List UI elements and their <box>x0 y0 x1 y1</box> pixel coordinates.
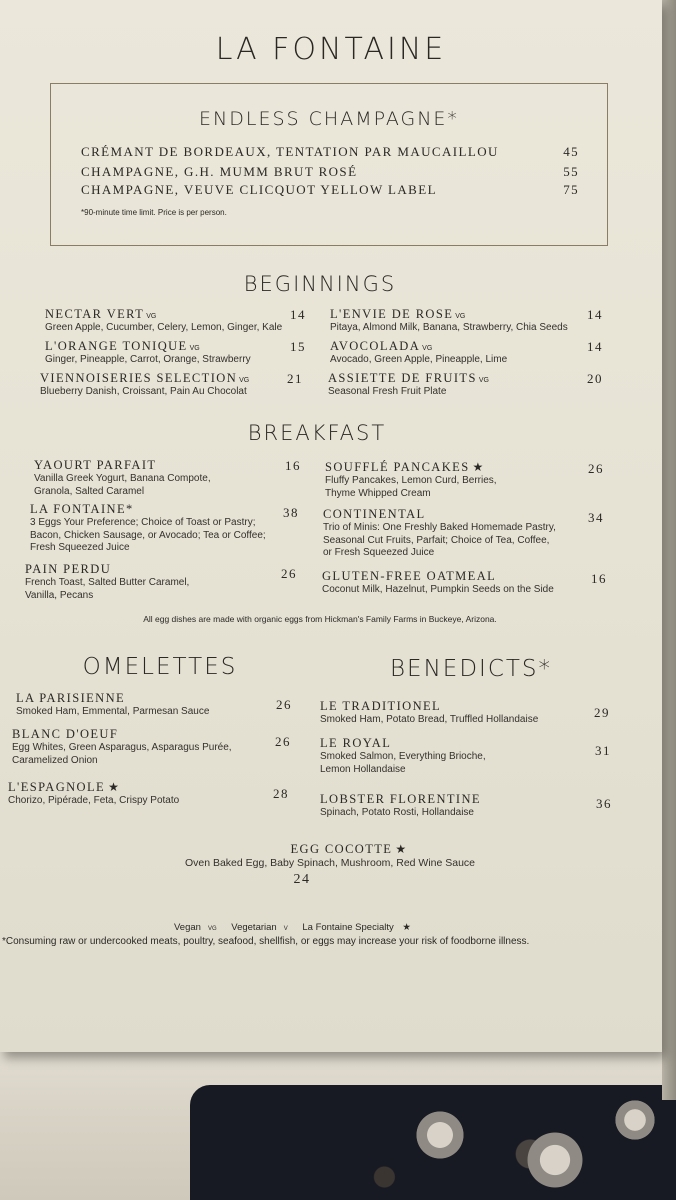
specialty-star-icon: ★ <box>472 460 485 474</box>
menu-item <box>325 460 497 500</box>
item-name: GLUTEN-FREE OATMEAL <box>322 569 497 583</box>
item-name: ASSIETTE DE FRUITS <box>328 371 477 385</box>
menu-item <box>45 339 251 367</box>
item-name: EGG COCOTTE <box>290 842 393 856</box>
item-desc: Vanilla, Pecans <box>25 589 94 601</box>
benedicts-title: BENEDICTS* <box>390 656 553 682</box>
item-price: 20 <box>587 371 603 386</box>
item-price: 16 <box>591 571 607 586</box>
breakfast-title: BREAKFAST <box>247 421 387 445</box>
menu-item <box>16 691 209 719</box>
item-price: 16 <box>285 458 301 473</box>
item-name: L'ESPAGNOLE <box>8 780 106 794</box>
item-price: 75 <box>563 182 579 197</box>
vegan-tag: VG <box>422 345 433 352</box>
item-desc: 3 Eggs Your Preference; Choice of Toast or Pastry; <box>30 517 256 528</box>
item-price: 45 <box>563 144 579 159</box>
item-price: 24 <box>293 871 311 887</box>
item-price: 28 <box>273 786 289 801</box>
menu-item <box>34 458 211 498</box>
item-desc: Bacon, Chicken Sausage, or Avocado; Tea or Coffee; <box>30 529 266 541</box>
egg-note: All egg dishes are made with organic eggs from Hickman's Family Farms in Buckeye, Arizona. <box>143 614 497 624</box>
item-desc: Smoked Ham, Emmental, Parmesan Sauce <box>16 706 210 717</box>
champagne-item <box>81 182 579 198</box>
item-name: CHAMPAGNE, VEUVE CLICQUOT YELLOW LABEL <box>81 182 437 197</box>
menu-item <box>25 562 189 602</box>
menu-item <box>320 736 486 776</box>
item-price: 26 <box>275 734 291 749</box>
item-name: VIENNOISERIES SELECTION <box>40 371 238 385</box>
champagne-item <box>81 144 579 160</box>
item-desc: Seasonal Cut Fruits, Parfait; Choice of Tea, Coffee, <box>323 534 550 546</box>
item-desc: Seasonal Fresh Fruit Plate <box>328 386 447 397</box>
legend-vegetarian: Vegetarian <box>231 922 277 933</box>
champagne-title: ENDLESS CHAMPAGNE* <box>199 108 459 130</box>
flower-pattern <box>410 1105 470 1165</box>
item-name: BLANC D'OEUF <box>12 727 119 741</box>
menu-item <box>328 371 489 399</box>
item-price: 14 <box>587 307 603 322</box>
legend-vegan: Vegan <box>174 922 201 933</box>
item-desc: Avocado, Green Apple, Pineapple, Lime <box>330 354 508 365</box>
item-desc: Coconut Milk, Hazelnut, Pumpkin Seeds on the Side <box>322 584 554 595</box>
dark-napkin <box>190 1085 676 1200</box>
item-price: 15 <box>290 339 306 354</box>
item-price: 21 <box>287 371 303 386</box>
item-price: 38 <box>283 505 299 520</box>
item-name: LA PARISIENNE <box>16 691 126 705</box>
beginnings-title: BEGINNINGS <box>243 272 397 296</box>
item-desc: Thyme Whipped Cream <box>325 487 431 499</box>
item-price: 29 <box>594 705 610 720</box>
champagne-box <box>50 83 608 246</box>
vegetarian-tag: V <box>283 926 288 932</box>
item-price: 31 <box>595 743 611 758</box>
item-price: 36 <box>596 796 612 811</box>
item-name: NECTAR VERT <box>45 307 145 321</box>
menu-item <box>330 307 568 335</box>
specialty-star-icon: ★ <box>395 842 408 856</box>
item-price: 14 <box>587 339 603 354</box>
item-desc: Oven Baked Egg, Baby Spinach, Mushroom, Red Wine Sauce <box>184 857 476 869</box>
item-name: LA FONTAINE* <box>30 502 134 516</box>
omelettes-title: OMELETTES <box>82 654 238 680</box>
item-name: AVOCOLADA <box>330 339 421 353</box>
disclaimer: *Consuming raw or undercooked meats, poultry, seafood, shellfish, or eggs may increase your risk of foodborne illness. <box>2 936 530 947</box>
specialty-star-icon: ★ <box>402 922 411 933</box>
specialty-star-icon: ★ <box>108 780 121 794</box>
item-desc: Granola, Salted Caramel <box>34 485 145 497</box>
menu-item <box>45 307 282 335</box>
item-name: CHAMPAGNE, G.H. MUMM BRUT ROSÉ <box>81 164 358 179</box>
flower-pattern <box>610 1095 660 1145</box>
menu-item <box>330 339 507 367</box>
item-desc: Smoked Ham, Potato Bread, Truffled Hollandaise <box>320 714 539 725</box>
item-name: L'ORANGE TONIQUE <box>45 339 188 353</box>
menu-item <box>322 569 554 597</box>
vegan-tag: VG <box>189 345 200 352</box>
item-name: LE TRADITIONEL <box>320 699 442 713</box>
menu-item <box>323 507 556 560</box>
menu-item <box>12 727 232 767</box>
menu-item <box>320 792 481 820</box>
item-desc: Green Apple, Cucumber, Celery, Lemon, Ginger, Kale <box>45 322 283 333</box>
menu-item <box>8 780 179 808</box>
item-desc: Egg Whites, Green Asparagus, Asparagus Purée, <box>12 742 232 753</box>
item-desc: Trio of Minis: One Freshly Baked Homemade Pastry, <box>323 522 556 533</box>
item-name: SOUFFLÉ PANCAKES <box>325 460 470 474</box>
menu-cover-edge <box>662 0 676 1100</box>
menu-title: LA FONTAINE <box>215 32 447 67</box>
item-desc: French Toast, Salted Butter Caramel, <box>25 577 190 588</box>
menu-item <box>0 842 630 888</box>
item-desc: Blueberry Danish, Croissant, Pain Au Chocolat <box>40 386 247 397</box>
item-name: L'ENVIE DE ROSE <box>330 307 454 321</box>
item-desc: Lemon Hollandaise <box>320 763 406 775</box>
champagne-note: *90-minute time limit. Price is per person. <box>81 208 227 217</box>
vegan-tag: VG <box>207 926 217 932</box>
item-price: 26 <box>588 461 604 476</box>
menu-item <box>40 371 249 399</box>
item-desc: Smoked Salmon, Everything Brioche, <box>320 751 486 762</box>
item-desc: Pitaya, Almond Milk, Banana, Strawberry, Chia Seeds <box>330 322 568 333</box>
champagne-item <box>81 164 579 180</box>
item-name: LOBSTER FLORENTINE <box>320 792 481 806</box>
item-price: 26 <box>281 566 297 581</box>
vegan-tag: VG <box>478 377 489 384</box>
item-price: 14 <box>290 307 306 322</box>
item-name: PAIN PERDU <box>25 562 112 576</box>
item-desc: Ginger, Pineapple, Carrot, Orange, Strawberry <box>45 354 251 365</box>
item-desc: Caramelized Onion <box>12 754 98 766</box>
item-price: 55 <box>563 164 579 179</box>
vegan-tag: VG <box>455 313 466 320</box>
item-name: CONTINENTAL <box>323 507 426 521</box>
menu-item <box>30 502 266 555</box>
item-desc: or Fresh Squeezed Juice <box>323 547 435 558</box>
legend-specialty: La Fontaine Specialty <box>302 922 394 933</box>
item-desc: Spinach, Potato Rosti, Hollandaise <box>320 807 474 818</box>
vegan-tag: VG <box>239 377 250 384</box>
item-desc: Fluffy Pancakes, Lemon Curd, Berries, <box>325 475 497 486</box>
menu-item <box>320 699 538 727</box>
item-name: YAOURT PARFAIT <box>34 458 157 472</box>
vegan-tag: VG <box>146 313 157 320</box>
flower-pattern <box>520 1125 590 1195</box>
item-price: 26 <box>276 697 292 712</box>
item-desc: Vanilla Greek Yogurt, Banana Compote, <box>34 473 211 484</box>
item-price: 34 <box>588 510 604 525</box>
legend <box>174 922 423 933</box>
item-desc: Fresh Squeezed Juice <box>30 542 130 553</box>
item-name: LE ROYAL <box>320 736 392 750</box>
item-desc: Chorizo, Pipérade, Feta, Crispy Potato <box>8 795 180 806</box>
item-name: CRÉMANT DE BORDEAUX, TENTATION PAR MAUCAILLOU <box>81 144 499 159</box>
